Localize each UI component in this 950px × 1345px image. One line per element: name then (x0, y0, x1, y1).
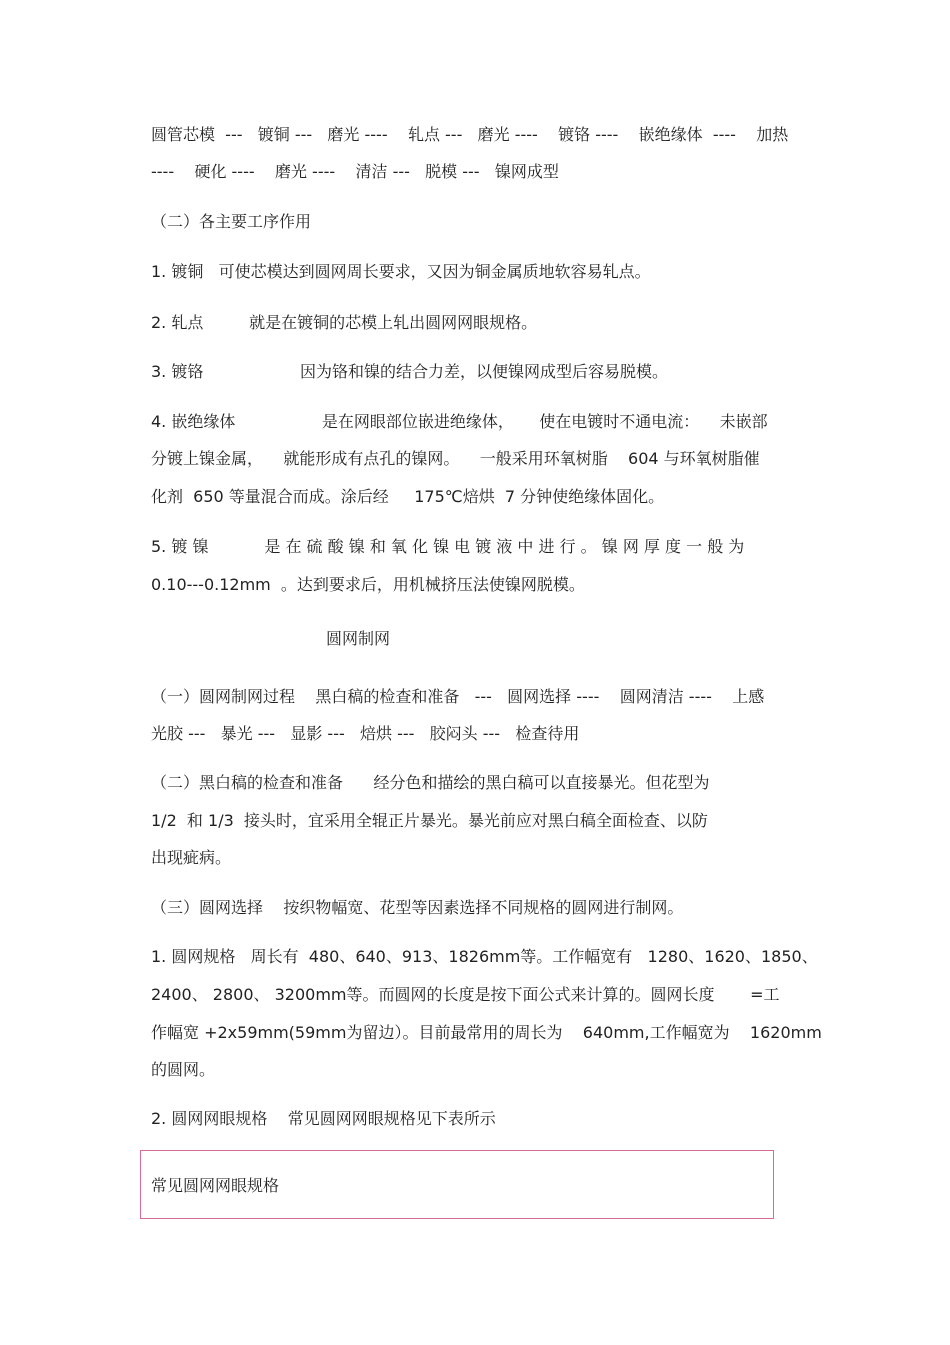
screen-spec-line-3: 作幅宽 +2x59mm(59mm为留边）。目前最常用的周长为 640mm,工作幅宽为 1620mm (151, 1023, 822, 1042)
screen-process-line-2: 光胶 --- 暴光 --- 显影 --- 焙烘 --- 胶闷头 --- 检查待用 (151, 724, 580, 743)
chapter-title: 圆网制网 (326, 629, 391, 648)
mesh-spec-intro: 2. 圆网网眼规格 常见圆网网眼规格见下表所示 (151, 1109, 496, 1128)
process-item-chrome-plating: 3. 镀铬 因为铬和镍的结合力差，以便镍网成型后容易脱模。 (151, 362, 668, 381)
artwork-check-line-2: 1/2 和 1/3 接头时，宜采用全辊正片暴光。暴光前应对黑白稿全面检查、以防 (151, 811, 708, 830)
process-item-insulator-line-3: 化剂 650 等量混合而成。涂后经 175℃焙烘 7 分钟使绝缘体固化。 (151, 487, 665, 506)
screen-selection-heading: （三）圆网选择 按织物幅宽、花型等因素选择不同规格的圆网进行制网。 (151, 898, 684, 917)
artwork-check-line-1: （二）黑白稿的检查和准备 经分色和描绘的黑白稿可以直接暴光。但花型为 (151, 773, 710, 792)
process-item-nickel-plating-line-1: 5. 镀 镍 是 在 硫 酸 镍 和 氧 化 镍 电 镀 液 中 进 行 。 镍 网 厚 度 一 般 为 (151, 537, 745, 556)
section-heading-main-processes: （二）各主要工序作用 (151, 212, 312, 231)
screen-spec-line-4: 的圆网。 (151, 1060, 216, 1079)
process-flow-line-1: 圆管芯模 --- 镀铜 --- 磨光 ---- 轧点 --- 磨光 ---- 镀铬 ---- 嵌绝缘体 ---- 加热 (151, 125, 789, 144)
process-item-nickel-plating-line-2: 0.10---0.12mm 。达到要求后，用机械挤压法使镍网脱模。 (151, 575, 585, 594)
process-item-insulator-line-2: 分镀上镍金属， 就能形成有点孔的镍网。 一般采用环氧树脂 604 与环氧树脂催 (151, 449, 760, 468)
process-flow-line-2: ---- 硬化 ---- 磨光 ---- 清洁 --- 脱模 --- 镍网成型 (151, 162, 559, 181)
mesh-spec-table (140, 1150, 774, 1219)
screen-process-line-1: （一）圆网制网过程 黑白稿的检查和准备 --- 圆网选择 ---- 圆网清洁 ---- 上感 (151, 687, 765, 706)
process-item-rolling: 2. 轧点 就是在镀铜的芯模上轧出圆网网眼规格。 (151, 313, 538, 332)
artwork-check-line-3: 出现疵病。 (151, 848, 232, 867)
screen-spec-line-1: 1. 圆网规格 周长有 480、640、913、1826mm等。工作幅宽有 1280、1620、1850、 (151, 947, 818, 966)
process-item-insulator-line-1: 4. 嵌绝缘体 是在网眼部位嵌进绝缘体， 使在电镀时不通电流： 未嵌部 (151, 412, 768, 431)
process-item-copper-plating: 1. 镀铜 可使芯模达到圆网周长要求，又因为铜金属质地软容易轧点。 (151, 262, 651, 281)
mesh-spec-table-caption: 常见圆网网眼规格 (151, 1176, 280, 1195)
screen-spec-line-2: 2400、 2800、 3200mm等。而圆网的长度是按下面公式来计算的。圆网长度 =工 (151, 985, 780, 1004)
